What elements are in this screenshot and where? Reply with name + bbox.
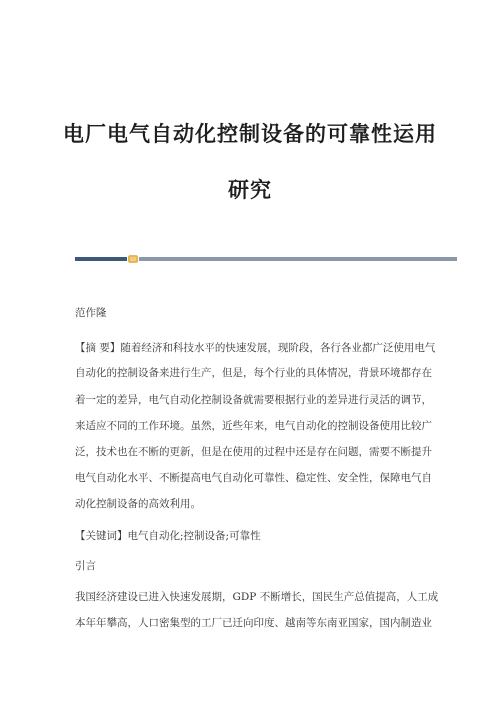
divider-bar-dark (75, 257, 127, 261)
body-line: 本年年攀高，人口密集型的工厂已迁向印度、越南等东南亚国家，国内制造业 (75, 617, 432, 629)
abstract-line: 电气自动化水平、不断提高电气自动化可靠性、稳定性、安全性，保障电气自 (75, 472, 432, 484)
document-title-line-1: 电厂电气自动化控制设备的可靠性运用 (63, 121, 437, 146)
abstract-line: 【摘 要】随着经济和科技水平的快速发展，现阶段，各行各业都广泛使用电气 (75, 342, 436, 354)
abstract-line: 自动化的控制设备来进行生产，但是，每个行业的具体情况，背景环境都存在 (75, 367, 432, 379)
document-title-line-2: 研究 (228, 177, 272, 202)
abstract-line: 来适应不同的工作环境。虽然，近些年来，电气自动化的控制设备使用比较广 (75, 420, 432, 432)
author-name: 范作隆 (75, 307, 107, 319)
body-line: 我国经济建设已进入快速发展期，GDP 不断增长，国民生产总值提高，人工成 (75, 591, 439, 603)
section-heading: 引言 (75, 560, 96, 572)
divider-ornament-icon (128, 255, 138, 263)
abstract-line: 泛，技术也在不断的更新，但是在使用的过程中还是存在问题，需要不断提升 (75, 446, 432, 458)
abstract-line: 着一定的差异，电气自动化控制设备就需要根据行业的差异进行灵活的调节， (75, 394, 432, 406)
title-divider (75, 256, 457, 262)
abstract-line: 动化控制设备的高效利用。 (75, 498, 201, 510)
keywords: 【关键词】电气自动化;控制设备;可靠性 (75, 530, 261, 542)
divider-bar-light (139, 257, 457, 261)
